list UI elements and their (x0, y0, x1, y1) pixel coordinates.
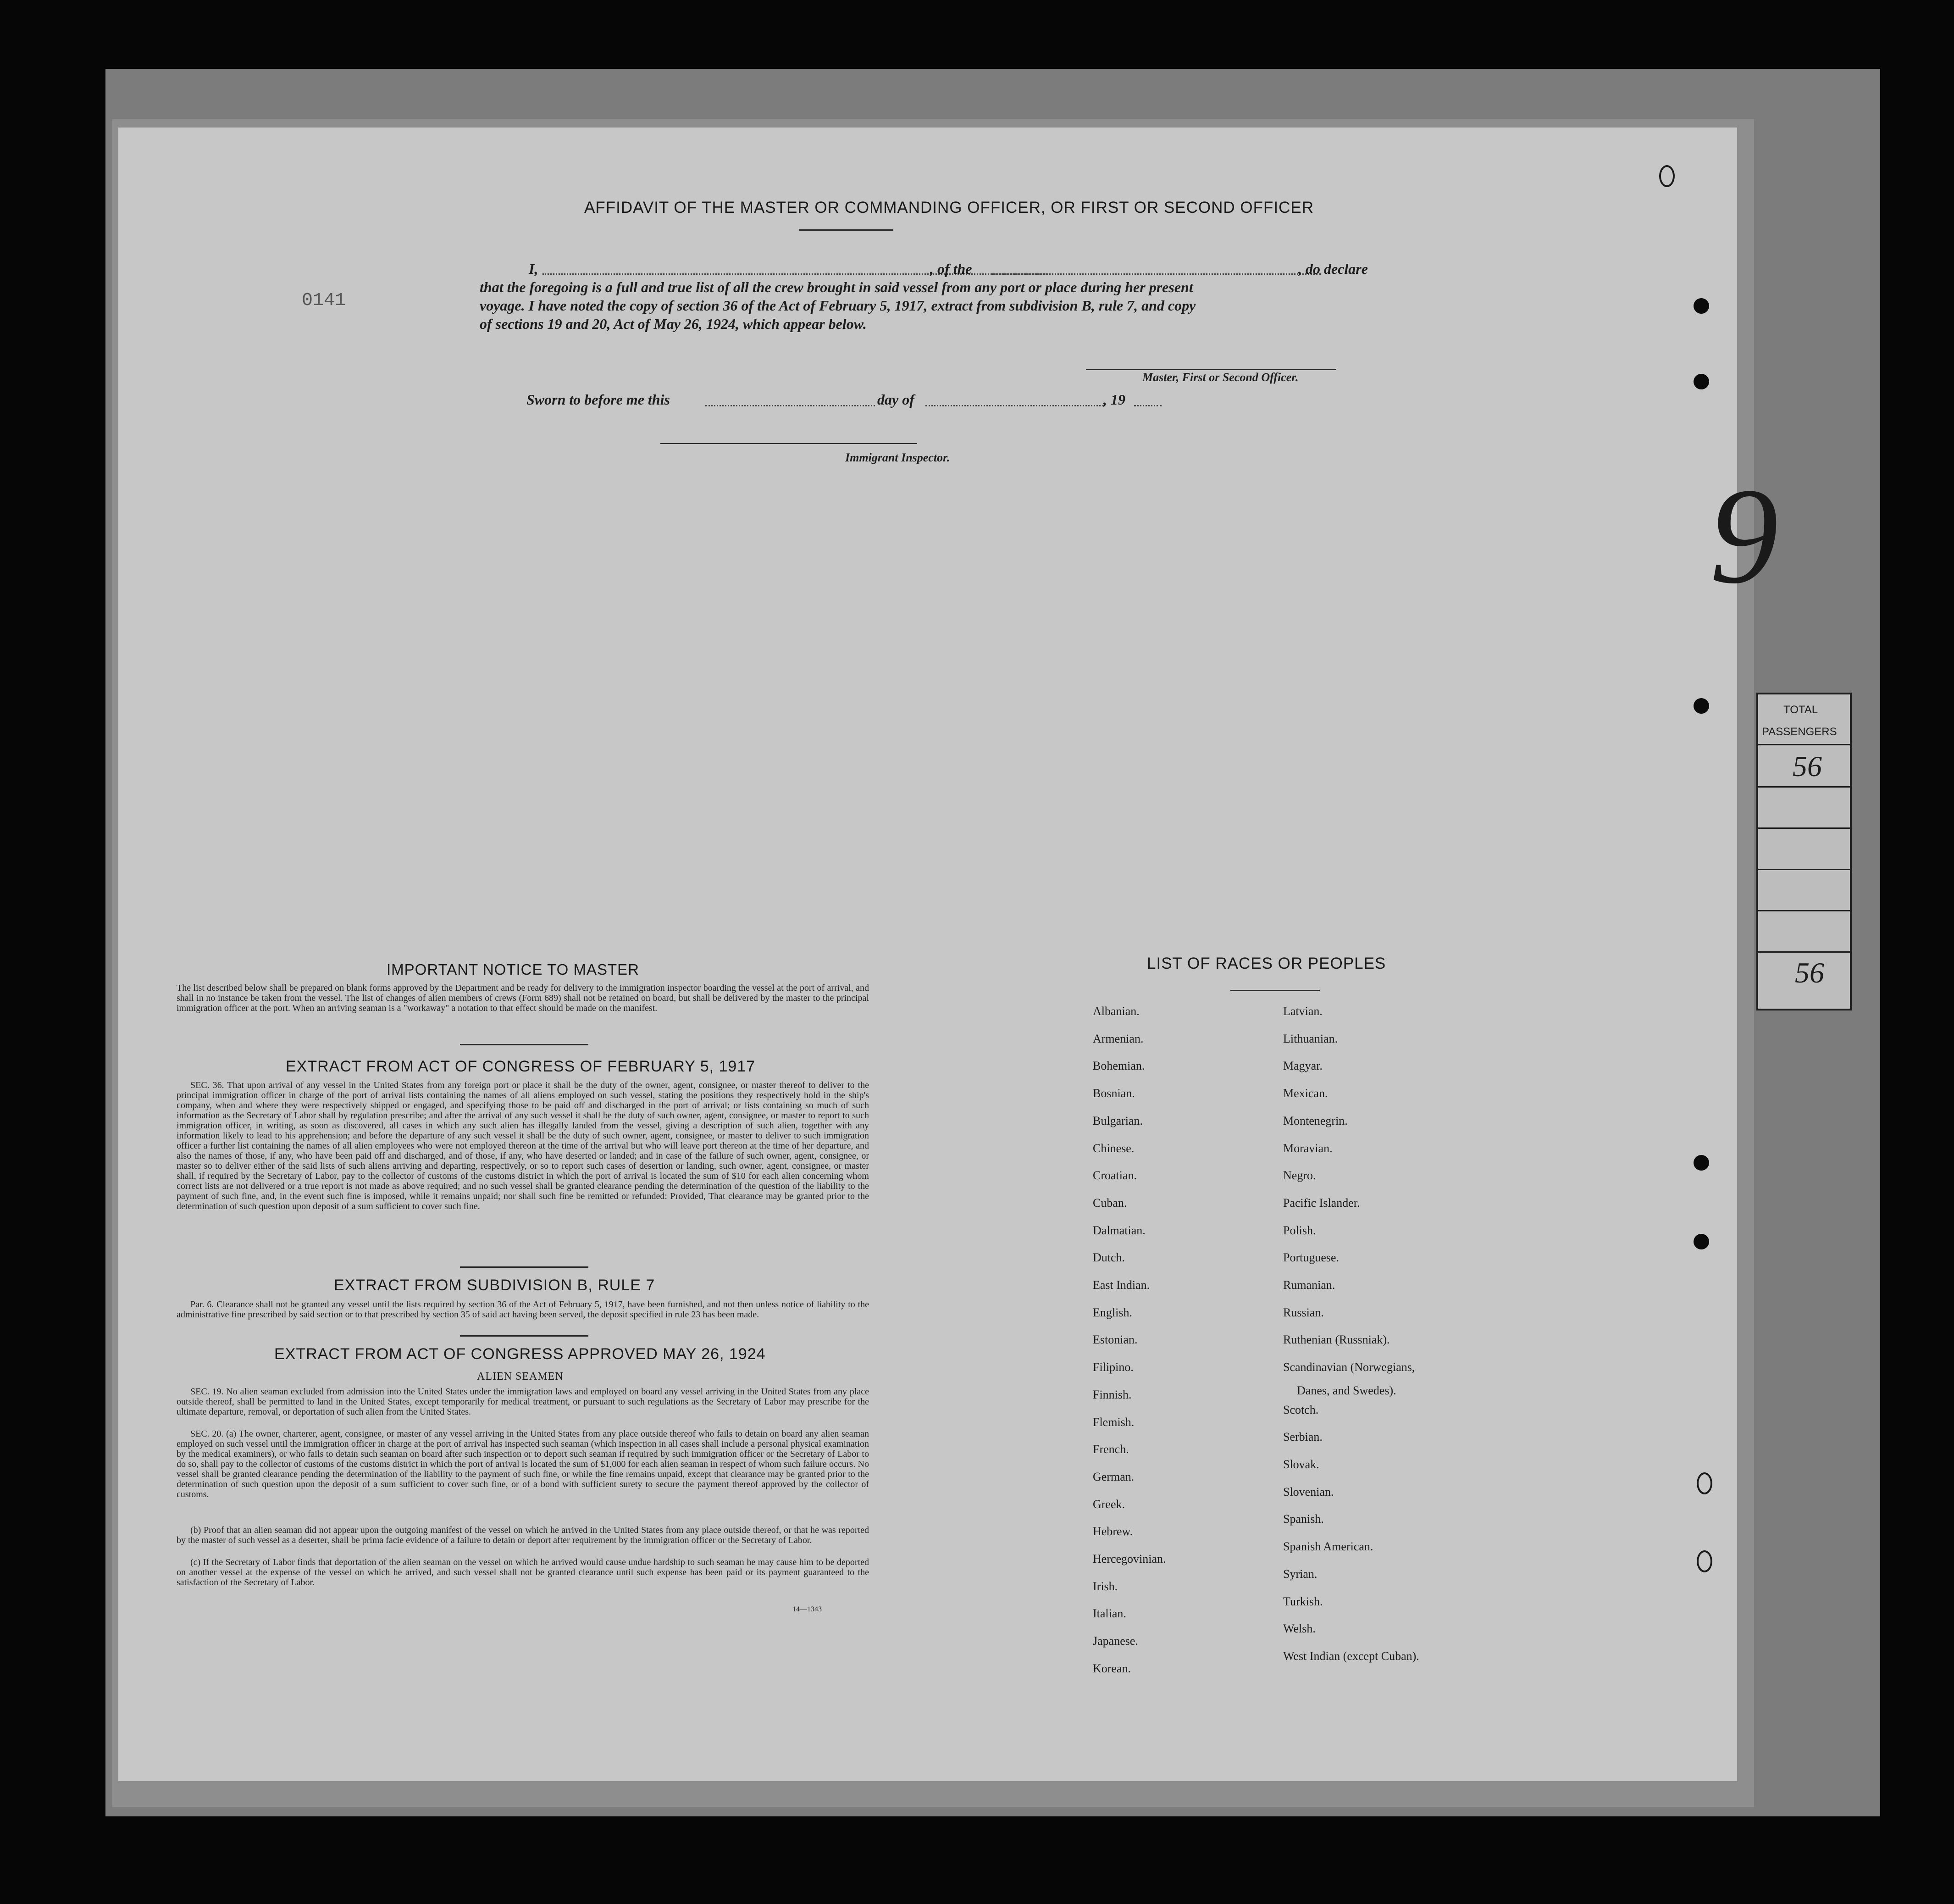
races-title: LIST OF RACES OR PEOPLES (1147, 955, 1386, 972)
tally-row-line (1758, 827, 1850, 829)
handwritten-mark: 9 (1710, 460, 1778, 612)
affidavit-page (118, 128, 1778, 1781)
sworn-label: Sworn to before me this (526, 391, 670, 408)
extract-rule7-title: EXTRACT FROM SUBDIVISION B, RULE 7 (334, 1277, 655, 1294)
race-item: Welsh. (1283, 1622, 1316, 1636)
race-scandinavian-continued: Danes, and Swedes). (1297, 1384, 1396, 1397)
race-item: Hercegovinian. (1093, 1552, 1166, 1565)
race-item: Greek. (1093, 1497, 1125, 1511)
year-prefix: , 19 (1103, 391, 1125, 408)
notice-body: The list described below shall be prepared on blank forms approved by the Department and be ready for delivery to the immigration inspector boarding the vessel at the port of arrival, and shall in no instance be taken from the vessel. The list of changes of alien members of crews (Form 689) shall not be retained on board, but shall be delivered by the master to the principal immigration officer at the port. When an arriving seaman is a "workaway" a notation to that effect should be made on the manifest. (177, 983, 869, 1013)
race-item: German. (1093, 1470, 1135, 1483)
binding-hole (1694, 374, 1709, 389)
race-item: Bosnian. (1093, 1087, 1135, 1100)
affidavit-i: I, (529, 261, 538, 277)
race-item: Turkish. (1283, 1594, 1323, 1608)
race-item: Bohemian. (1093, 1059, 1145, 1073)
tally-row-line (1758, 744, 1850, 745)
race-item: Irish. (1093, 1579, 1118, 1593)
stamp-number: 0141 (302, 290, 346, 311)
title-rule (799, 229, 893, 231)
race-item: Polish. (1283, 1223, 1316, 1237)
race-item: Latvian. (1283, 1005, 1323, 1018)
master-signature-label: Master, First or Second Officer. (1142, 371, 1299, 384)
tally-header-2: PASSENGERS (1762, 726, 1837, 738)
race-item: Pacific Islander. (1283, 1196, 1360, 1210)
tally-value-2: 56 (1795, 956, 1824, 989)
race-item: Russian. (1283, 1305, 1324, 1319)
race-item: Spanish. (1283, 1512, 1324, 1526)
race-item: Hebrew. (1093, 1525, 1133, 1538)
binding-ring (1659, 165, 1675, 187)
race-item: East Indian. (1093, 1278, 1150, 1292)
sworn-day-field[interactable] (705, 405, 875, 406)
race-item: Dalmatian. (1093, 1223, 1146, 1237)
race-item: Cuban. (1093, 1196, 1127, 1210)
binding-hole (1694, 298, 1709, 314)
race-item: Negro. (1283, 1169, 1316, 1182)
notice-rule (460, 1044, 588, 1045)
race-item: Japanese. (1093, 1634, 1138, 1648)
extract-1924-sec20b: (b) Proof that an alien seaman did not appear upon the outgoing manifest of the vessel on which he arrived in the United States from any place outside thereof, or that he was reported by the master of such vessel as a deserter, shall be prima facie evidence of a failure to detain or deport after requirement by the immigration officer or the Secretary of Labor. (177, 1525, 869, 1545)
extract-1917-title: EXTRACT FROM ACT OF CONGRESS OF FEBRUARY 5, 1917 (286, 1058, 756, 1075)
extract-1924-sec20c: (c) If the Secretary of Labor finds that deportation of the alien seaman on the vessel on which he arrived would cause undue hardship to such seaman he may cause him to be deported on another vessel at the expense of the vessel on which he arrived, and such vessel shall not be granted clearance until such expense has been paid or its payment guaranteed to the satisfaction of the Secretary of Labor. (177, 1557, 869, 1588)
vessel-name-field[interactable] (991, 273, 1321, 275)
tally-row-line (1758, 951, 1850, 953)
race-item: Filipino. (1093, 1360, 1134, 1374)
race-item: Scotch. (1283, 1403, 1319, 1416)
race-item: Moravian. (1283, 1141, 1333, 1155)
races-rule (1230, 990, 1320, 991)
race-item: Serbian. (1283, 1430, 1323, 1444)
extract-1917-body: SEC. 36. That upon arrival of any vessel in the United States from any foreign port or place it shall be the duty of the owner, agent, consignee, or master thereof to deliver to the principal immigration officer in charge of the port of arrival lists containing the names of all aliens employed on such vessel, stating the positions they respectively hold in the ship's company, when and where they were respectively shipped or engaged, and specifying those to be paid off and discharged in the port of arrival; or lists containing so much of such information as the Secretary of Labor shall by regulation prescribe; and after the arrival of any such vessel it shall be the duty of such owner, agent, consignee, or master to report to such immigration officer, in writing, as soon as discovered, all cases in which any such alien has illegally landed from the vessel, giving a description of such alien, together with any information likely to lead to his apprehension; and before the departure of any such vessel it shall be the duty of such owner, agent, consignee, or master to deliver to such immigration officer a further list containing the names of all alien employees who were not employed thereon at the time of the arrival but who will leave port thereon at the time of her departure, and also the names of those, if any, who have been paid off and discharged, and of those, if any, who have deserted or landed; and in case of the failure of such owner, agent, consignee, or master so to deliver either of the said lists of such aliens arriving and departing, respectively, or so to report such cases of desertion or landing, such owner, agent, consignee, or master shall, if required by the Secretary of Labor, pay to the collector of customs of the customs district in which the port of arrival is located the sum of $10 for each alien concerning whom correct lists are not delivered or a true report is not made as above required; and no such vessel shall be granted clearance pending the determination of the question of the liability to the payment of such fine, and, in the event such fine is imposed, while it remains unpaid; nor shall such fine be remitted or refunded: Provided, That clearance may be granted prior to the determination of such question upon deposit of a sum sufficient to cover such fine. (177, 1080, 869, 1211)
race-item: Flemish. (1093, 1415, 1135, 1429)
extract-rule7-rule (460, 1335, 588, 1337)
race-item: English. (1093, 1305, 1132, 1319)
extract-1924-sec19: SEC. 19. No alien seaman excluded from admission into the United States under the immigration laws and employed on board any vessel arriving in the United States from any place outside thereof, shall be permitted to land in the United States, except temporarily for medical treatment, or pursuant to such regulations as the Secretary of Labor may prescribe for the ultimate departure, removal, or deportation of such alien from the United States. (177, 1387, 869, 1417)
tally-header-1: TOTAL (1783, 704, 1818, 716)
form-number: 14—1343 (792, 1605, 822, 1613)
race-item: Syrian. (1283, 1567, 1317, 1581)
inspector-signature-line (660, 443, 917, 444)
extract-rule7-body: Par. 6. Clearance shall not be granted any vessel until the lists required by section 36 of the Act of February 5, 1917, have been furnished, and not then unless notice of liability to the administrative fine prescribed by said section or to that prescribed by section 35 of said act having been served, the deposit specified in rule 23 has been made. (177, 1299, 869, 1320)
tally-row-line (1758, 910, 1850, 911)
race-item: Magyar. (1283, 1059, 1323, 1073)
race-item: West Indian (except Cuban). (1283, 1649, 1419, 1663)
tally-row-line (1758, 786, 1850, 788)
race-item: Italian. (1093, 1607, 1126, 1621)
race-item: Scandinavian (Norwegians, (1283, 1360, 1415, 1374)
notice-title: IMPORTANT NOTICE TO MASTER (387, 961, 640, 978)
race-item: Bulgarian. (1093, 1114, 1143, 1127)
race-item: Portuguese. (1283, 1251, 1340, 1265)
race-item: Dutch. (1093, 1251, 1125, 1265)
binding-hole (1694, 698, 1709, 714)
master-signature-line (1086, 369, 1336, 370)
affidavit-of-the: , of the (930, 261, 972, 277)
sworn-year-field[interactable] (1134, 405, 1162, 406)
race-item: Lithuanian. (1283, 1032, 1338, 1045)
race-item: Armenian. (1093, 1032, 1144, 1045)
affidavit-title: AFFIDAVIT OF THE MASTER OR COMMANDING OFFICER, OR FIRST OR SECOND OFFICER (584, 199, 1314, 216)
binding-hole (1694, 1234, 1709, 1249)
sworn-month-field[interactable] (925, 405, 1104, 406)
race-item: Albanian. (1093, 1005, 1140, 1018)
tally-value-1: 56 (1793, 750, 1822, 783)
extract-1924-subtitle: ALIEN SEAMEN (477, 1371, 564, 1382)
race-item: French. (1093, 1443, 1129, 1456)
affidavit-line-4: of sections 19 and 20, Act of May 26, 1924, which appear below. (480, 316, 867, 332)
race-item: Rumanian. (1283, 1278, 1335, 1292)
inspector-label: Immigrant Inspector. (845, 451, 950, 464)
tally-row-line (1758, 869, 1850, 870)
race-item: Ruthenian (Russniak). (1283, 1333, 1390, 1347)
affidavit-line-2: that the foregoing is a full and true list of all the crew brought in said vessel from any port or place during her present (480, 279, 1193, 295)
race-item: Korean. (1093, 1661, 1131, 1675)
binding-hole (1694, 1155, 1709, 1171)
affidavit-line-3: voyage. I have noted the copy of section 36 of the Act of February 5, 1917, extract from subdivision B, rule 7, and copy (480, 297, 1196, 314)
race-item: Spanish American. (1283, 1540, 1373, 1554)
binding-ring (1697, 1550, 1712, 1572)
extract-1917-rule (460, 1266, 588, 1268)
race-item: Finnish. (1093, 1388, 1132, 1401)
race-item: Slovak. (1283, 1458, 1319, 1471)
extract-1924-sec20a: SEC. 20. (a) The owner, charterer, agent, consignee, or master of any vessel arriving in the United States from any place outside thereof who fails to detain on board any alien seaman employed on such vessel until the immigration officer in charge at the port of arrival has inspected such seaman (which inspection in all cases shall include a personal physical examination by the medical examiners), or who fails to detain such seaman on board after such inspection or to deport such seaman if required by such immigration officer or the Secretary of Labor to do so, shall pay to the collector of customs of the customs district in which the port of arrival is located the sum of $1,000 for each alien seaman in respect of whom such failure occurs. No vessel shall be granted clearance pending the determination of the liability to the payment of such fine, or while the fine remains unpaid, except that clearance may be granted prior to the determination of such question upon the deposit of a sum sufficient to cover such fine, or of a bond with sufficient surety to secure the payment thereof approved by the collector of customs. (177, 1429, 869, 1499)
extract-1924-title: EXTRACT FROM ACT OF CONGRESS APPROVED MAY 26, 1924 (274, 1345, 766, 1363)
race-item: Slovenian. (1283, 1485, 1334, 1499)
affidavit-declare: , do declare (1298, 261, 1368, 277)
race-item: Croatian. (1093, 1169, 1137, 1182)
race-item: Chinese. (1093, 1141, 1135, 1155)
race-item: Estonian. (1093, 1333, 1138, 1347)
binding-ring (1697, 1472, 1712, 1494)
day-of-label: day of (877, 391, 914, 408)
race-item: Mexican. (1283, 1087, 1328, 1100)
total-passengers-box (1756, 693, 1852, 1010)
race-item: Montenegrin. (1283, 1114, 1348, 1127)
